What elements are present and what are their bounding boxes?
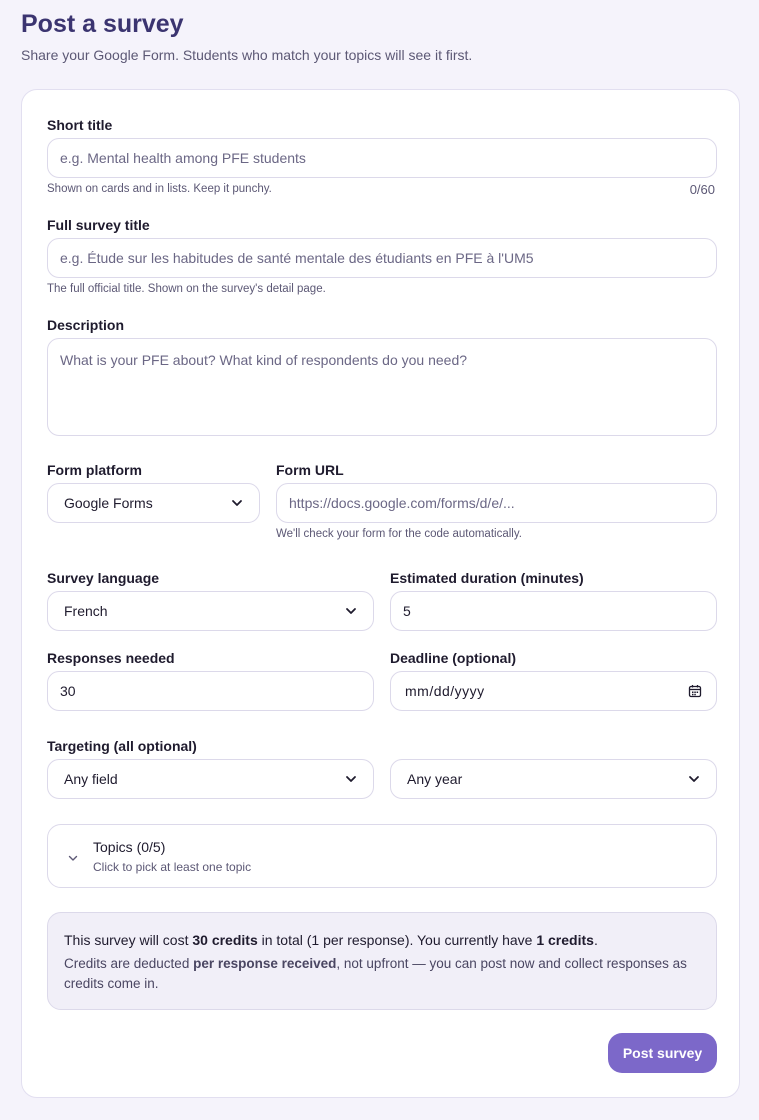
credit-deduction-text: Credits are deducted per response received, not upfront — you can post now and collect responses as credits come in. xyxy=(64,956,687,991)
post-survey-button[interactable]: Post survey xyxy=(608,1033,717,1073)
chevron-down-icon xyxy=(231,497,243,509)
year-select-value: Any year xyxy=(407,771,463,787)
credit-info-box xyxy=(47,912,717,1010)
form-url-label: Form URL xyxy=(276,462,344,478)
responses-input[interactable] xyxy=(47,671,374,711)
description-textarea[interactable] xyxy=(47,338,717,436)
topics-picker[interactable] xyxy=(47,824,717,888)
field-select[interactable] xyxy=(47,759,374,799)
chevron-down-icon xyxy=(345,773,357,785)
platform-value: Google Forms xyxy=(64,495,153,511)
duration-input[interactable] xyxy=(390,591,717,631)
short-title-hint: Shown on cards and in lists. Keep it punchy. xyxy=(47,183,272,195)
year-select[interactable] xyxy=(390,759,717,799)
deadline-input[interactable] xyxy=(390,671,717,711)
topics-title: Topics (0/5) xyxy=(93,839,166,855)
chevron-down-icon xyxy=(345,605,357,617)
language-label: Survey language xyxy=(47,570,160,586)
responses-label: Responses needed xyxy=(47,650,175,666)
field-select-value: Any field xyxy=(64,771,118,787)
language-select[interactable] xyxy=(47,591,374,631)
duration-label: Estimated duration (minutes) xyxy=(390,570,584,586)
responses-value: 30 xyxy=(60,683,76,699)
form-url-input[interactable] xyxy=(276,483,717,523)
platform-select[interactable] xyxy=(47,483,260,523)
page-title: Post a survey xyxy=(21,10,184,38)
survey-form-card xyxy=(21,89,740,1098)
duration-value: 5 xyxy=(403,603,411,619)
credit-cost-text: This survey will cost 30 credits in total (1 per response). You currently have 1 credits. xyxy=(64,932,598,948)
deadline-label: Deadline (optional) xyxy=(390,650,516,666)
page-subtitle: Share your Google Form. Students who match your topics will see it first. xyxy=(21,47,473,63)
full-title-hint: The full official title. Shown on the survey's detail page. xyxy=(47,283,326,295)
chevron-down-icon xyxy=(67,851,79,869)
language-value: French xyxy=(64,603,108,619)
full-title-label: Full survey title xyxy=(47,217,150,233)
description-label: Description xyxy=(47,317,125,333)
deadline-placeholder: mm/dd/yyyy xyxy=(405,683,485,699)
form-url-hint: We'll check your form for the code automatically. xyxy=(276,528,522,540)
short-title-input[interactable] xyxy=(47,138,717,178)
topics-subtitle: Click to pick at least one topic xyxy=(93,860,252,874)
full-title-input[interactable] xyxy=(47,238,717,278)
short-title-label: Short title xyxy=(47,117,113,133)
targeting-label: Targeting (all optional) xyxy=(47,738,197,754)
chevron-down-icon xyxy=(688,773,700,785)
platform-label: Form platform xyxy=(47,462,142,478)
short-title-counter: 0/60 xyxy=(689,182,715,197)
calendar-icon[interactable] xyxy=(688,684,702,698)
